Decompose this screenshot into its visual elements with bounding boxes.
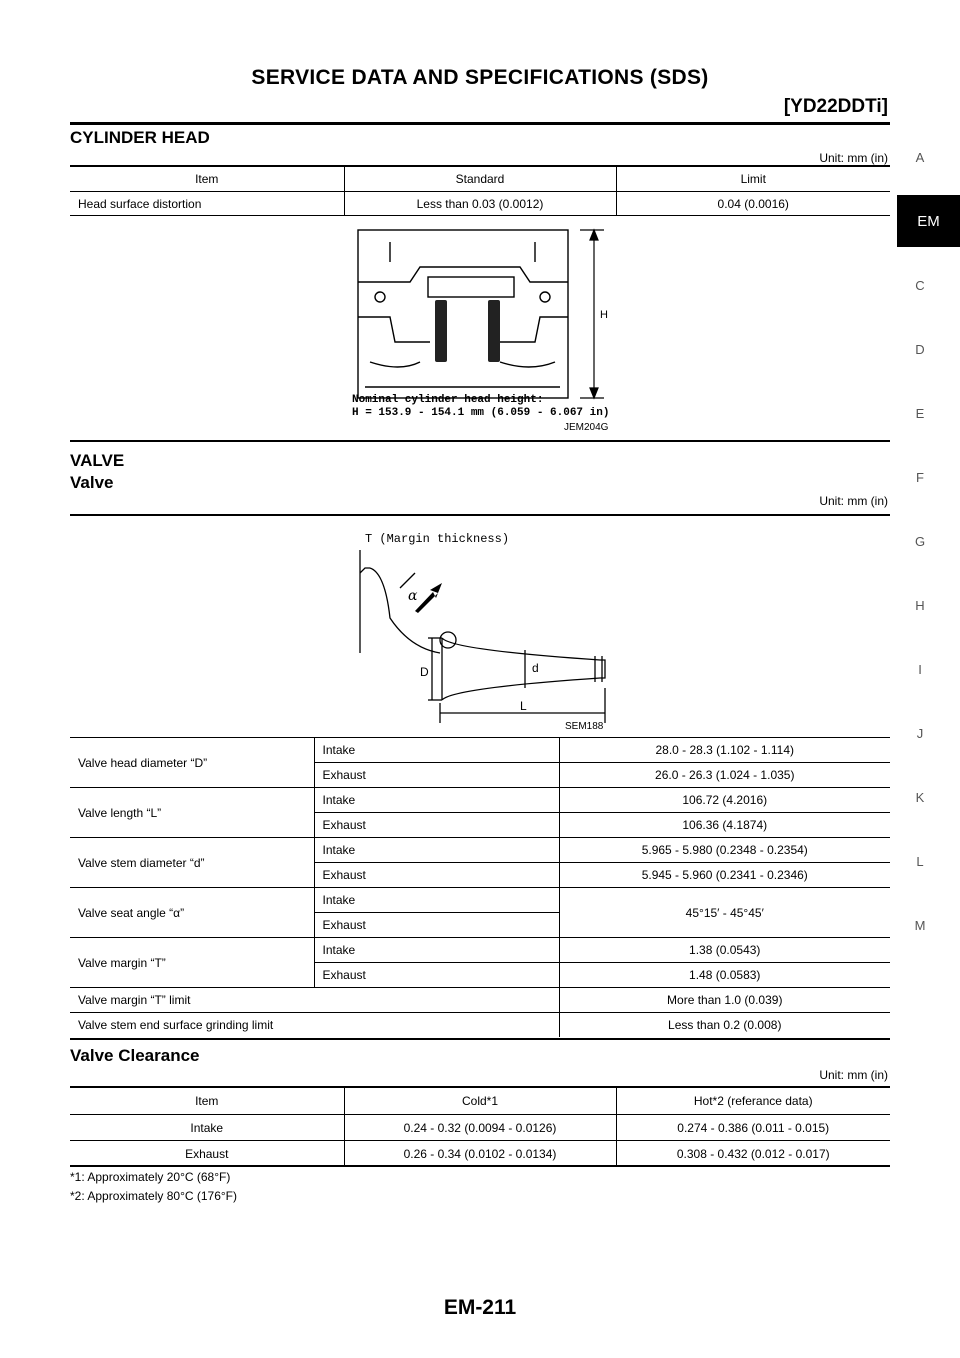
label-h: H bbox=[600, 309, 608, 321]
cylinder-head-unit: Unit: mm (in) bbox=[819, 151, 888, 165]
intake-label: Intake bbox=[314, 788, 559, 813]
engine-code: [YD22DDTi] bbox=[783, 96, 888, 117]
page-number: EM-211 bbox=[443, 1296, 517, 1319]
table-row bbox=[70, 1013, 890, 1038]
valve-clearance-unit: Unit: mm (in) bbox=[819, 1068, 888, 1082]
side-index-a[interactable]: A bbox=[915, 150, 925, 165]
label-margin-thickness: T (Margin thickness) bbox=[365, 532, 510, 546]
item-cell: Valve seat angle “α” bbox=[70, 888, 314, 938]
side-index-c[interactable]: C bbox=[915, 278, 925, 293]
exhaust-label: Exhaust bbox=[314, 913, 559, 938]
value-cell: 106.36 (4.1874) bbox=[559, 813, 890, 838]
side-index-l[interactable]: L bbox=[916, 854, 924, 869]
page-title: SERVICE DATA AND SPECIFICATIONS (SDS) bbox=[251, 66, 709, 89]
cell: Head surface distortion bbox=[70, 192, 344, 217]
value-cell: More than 1.0 (0.039) bbox=[559, 988, 890, 1013]
cell: Exhaust bbox=[70, 1141, 344, 1167]
table-row bbox=[70, 192, 890, 217]
table-row bbox=[70, 1115, 890, 1141]
col-header: Hot*2 (referance data) bbox=[616, 1088, 890, 1115]
side-index-i[interactable]: I bbox=[918, 662, 922, 677]
cell: 0.26 - 0.34 (0.0102 - 0.0134) bbox=[344, 1141, 616, 1167]
exhaust-label: Exhaust bbox=[314, 863, 559, 888]
col-header: Item bbox=[195, 172, 219, 186]
arrow-icon bbox=[415, 583, 442, 613]
valve-clearance-title: Valve Clearance bbox=[70, 1046, 200, 1065]
table-row bbox=[70, 788, 890, 813]
item-cell: Valve margin “T” bbox=[70, 938, 314, 988]
table-row bbox=[70, 1141, 890, 1167]
value-cell: 28.0 - 28.3 (1.102 - 1.114) bbox=[559, 738, 890, 763]
section-rule bbox=[70, 440, 890, 442]
value-cell: Less than 0.2 (0.008) bbox=[559, 1013, 890, 1038]
valve-clearance-table bbox=[70, 1088, 890, 1166]
side-index-j[interactable]: J bbox=[916, 726, 924, 741]
exhaust-label: Exhaust bbox=[314, 763, 559, 788]
value-cell-merged: 45°15′ - 45°45′ bbox=[559, 888, 890, 938]
label-D: D bbox=[420, 665, 429, 679]
cylinder-head-table bbox=[70, 167, 890, 216]
col-header: Standard bbox=[344, 167, 616, 192]
table-bottom-rule bbox=[70, 1038, 890, 1040]
figure-caption-2: H = 153.9 - 154.1 mm (6.059 - 6.067 in) bbox=[352, 407, 610, 419]
value-cell: 5.965 - 5.980 (0.2348 - 0.2354) bbox=[559, 838, 890, 863]
cell: Intake bbox=[70, 1115, 344, 1141]
exhaust-label: Exhaust bbox=[314, 963, 559, 988]
side-index-g[interactable]: G bbox=[914, 534, 926, 549]
side-index-e[interactable]: E bbox=[915, 406, 925, 421]
intake-label: Intake bbox=[314, 738, 559, 763]
cell: 0.274 - 0.386 (0.011 - 0.015) bbox=[616, 1115, 890, 1141]
cell: 0.04 (0.0016) bbox=[616, 192, 890, 217]
intake-label: Intake bbox=[314, 838, 559, 863]
footnote-2: *2: Approximately 80°C (176°F) bbox=[70, 1189, 238, 1203]
header-rule bbox=[70, 122, 890, 125]
cell: Less than 0.03 (0.0012) bbox=[344, 192, 616, 217]
table-bottom-rule bbox=[70, 1165, 890, 1167]
col-header: Item bbox=[195, 1094, 219, 1108]
col-header: Limit bbox=[616, 167, 890, 192]
side-index-k[interactable]: K bbox=[915, 790, 925, 805]
side-index-m[interactable]: M bbox=[914, 918, 926, 933]
item-cell: Valve length “L” bbox=[70, 788, 314, 838]
item-cell: Valve stem end surface grinding limit bbox=[70, 1013, 559, 1038]
table-row bbox=[70, 988, 890, 1013]
intake-label: Intake bbox=[314, 938, 559, 963]
item-cell: Valve margin “T” limit bbox=[70, 988, 559, 1013]
figure-code: JEM204G bbox=[564, 422, 609, 433]
valve-guide-left bbox=[435, 300, 447, 362]
table-row bbox=[70, 838, 890, 863]
valve-figure bbox=[340, 528, 620, 734]
value-cell: 5.945 - 5.960 (0.2341 - 0.2346) bbox=[559, 863, 890, 888]
table-row bbox=[70, 938, 890, 963]
value-cell: 106.72 (4.2016) bbox=[559, 788, 890, 813]
cylinder-head-figure bbox=[350, 222, 620, 434]
cylinder-head-title: CYLINDER HEAD bbox=[70, 128, 210, 147]
side-index-d[interactable]: D bbox=[915, 342, 925, 357]
cell: 0.308 - 0.432 (0.012 - 0.017) bbox=[616, 1141, 890, 1167]
cell: 0.24 - 0.32 (0.0094 - 0.0126) bbox=[344, 1115, 616, 1141]
label-d: d bbox=[532, 661, 539, 675]
item-cell: Valve head diameter “D” bbox=[78, 755, 208, 770]
label-alpha: α bbox=[408, 588, 418, 604]
value-cell: 1.38 (0.0543) bbox=[559, 938, 890, 963]
table-row bbox=[70, 738, 890, 763]
table-row bbox=[70, 888, 890, 913]
valve-unit: Unit: mm (in) bbox=[819, 494, 888, 508]
valve-subtitle: Valve bbox=[70, 473, 114, 492]
footnote-1: *1: Approximately 20°C (68°F) bbox=[70, 1170, 231, 1184]
figure-code: SEM188 bbox=[565, 721, 604, 732]
table-rule bbox=[70, 215, 890, 216]
side-index-em-active[interactable]: EM bbox=[897, 195, 960, 247]
side-index-h[interactable]: H bbox=[915, 598, 925, 613]
label-L: L bbox=[520, 699, 527, 713]
table-top-rule bbox=[70, 514, 890, 516]
valve-table bbox=[70, 738, 890, 1037]
side-index-f[interactable]: F bbox=[916, 470, 924, 485]
item-cell: Valve stem diameter “d” bbox=[70, 838, 314, 888]
figure-caption-1: Nominal cylinder head height: bbox=[352, 394, 544, 406]
intake-label: Intake bbox=[314, 888, 559, 913]
value-cell: 26.0 - 26.3 (1.024 - 1.035) bbox=[559, 763, 890, 788]
col-header: Cold*1 bbox=[344, 1088, 616, 1115]
table-header-row bbox=[70, 1088, 890, 1115]
value-cell: 1.48 (0.0583) bbox=[559, 963, 890, 988]
table-header-row bbox=[70, 167, 890, 192]
valve-guide-right bbox=[488, 300, 500, 362]
valve-section-title: VALVE bbox=[70, 451, 125, 470]
exhaust-label: Exhaust bbox=[314, 813, 559, 838]
